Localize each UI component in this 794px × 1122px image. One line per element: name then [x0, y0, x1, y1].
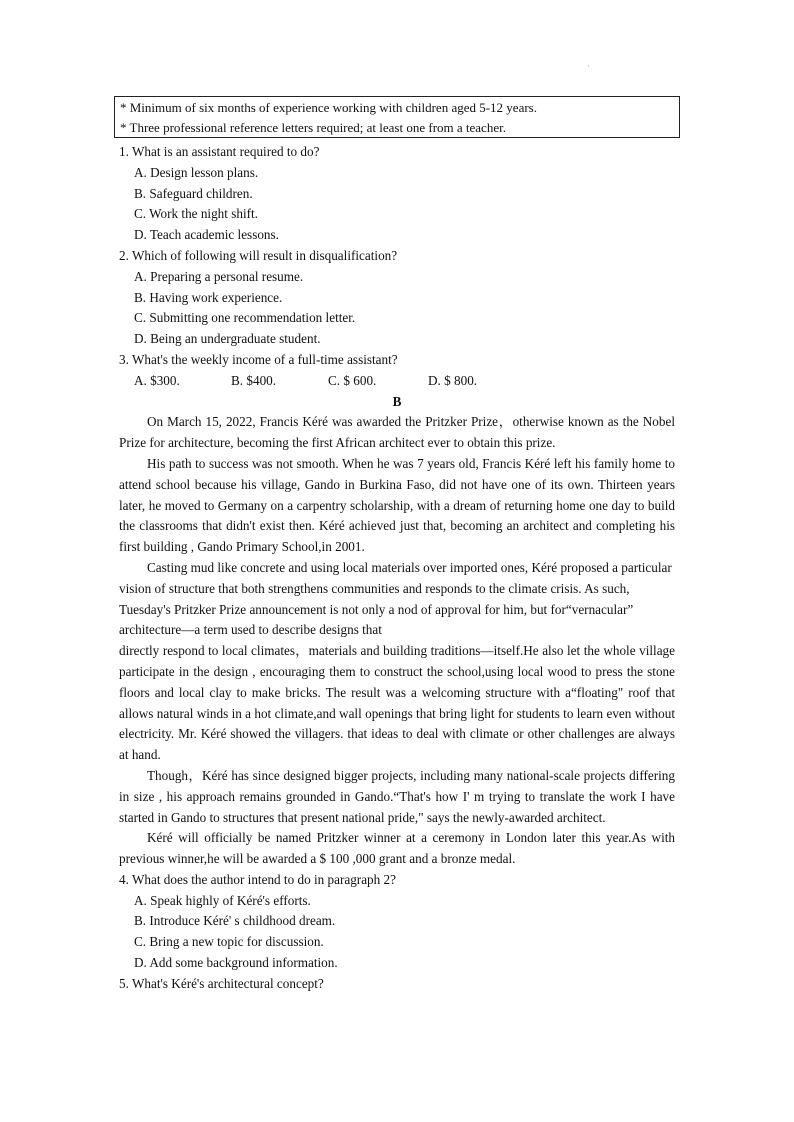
header-mark: · — [587, 62, 590, 71]
paragraph-3a: Casting mud like concrete and using local materials over imported ones, Kéré proposed a particular vision of structure that both strengthens communities and responds to the climate crisis. As such, Tuesday's Pritzker Prize announcement is not only a nod of approval for him, but for“vernacular” architecture—a term used to describe designs that — [119, 559, 672, 638]
option: A. Speak highly of Kéré's efforts. — [134, 892, 311, 908]
option: A. Preparing a personal resume. — [134, 268, 304, 284]
option: D. Add some background information. — [134, 955, 338, 971]
content — [119, 142, 675, 995]
option: B. Introduce Kéré' s childhood dream. — [134, 913, 336, 929]
question-2 — [119, 246, 675, 350]
question-stem: 3. What's the weekly income of a full-time assistant? — [119, 351, 398, 367]
question-5 — [119, 974, 675, 995]
paragraph-3b: directly respond to local climates，materials and building traditions—itself.He also let the whole village participate in the design , encouraging them to construct the school,using local wood to press the stone floors and local clay to make bricks. The result was a welcoming structure with a“floating" roof that allows natural winds in a hot climate,and wall openings that bring light for students to learn even without electricity. Mr. Kéré showed the villagers. that ideas to deal with climate or other challenges are always at hand. — [119, 643, 675, 763]
option: D. Teach academic lessons. — [134, 227, 279, 243]
option: B. Having work experience. — [134, 289, 283, 305]
paragraph-1: On March 15, 2022, Francis Kéré was awarded the Pritzker Prize，otherwise known as the Nobel Prize for architecture, becoming the first African architect ever to obtain this prize. — [119, 414, 675, 451]
option: D. Being an undergraduate student. — [134, 331, 321, 347]
paragraph-5: Kéré will officially be named Pritzker winner at a ceremony in London later this year.As with previous winner,he will be awarded a $ 100 ,000 grant and a bronze medal. — [119, 830, 675, 867]
paragraph-2: His path to success was not smooth. When he was 7 years old, Francis Kéré left his family home to attend school because his village, Gando in Burkina Faso, did not have one of its own. Thirteen years later, he moved to Germany on a carpentry scholarship, with a dream of returning home one day to build the classrooms that didn't exist then. Kéré achieved just that, becoming an architect and completing his first building , Gando Primary School,in 2001. — [119, 455, 675, 555]
option: C. $ 600. — [328, 372, 377, 388]
question-stem: 4. What does the author intend to do in paragraph 2? — [119, 871, 396, 887]
question-1 — [119, 142, 675, 246]
option: D. $ 800. — [428, 372, 478, 388]
paragraph-4: Though，Kéré has since designed bigger projects, including many national-scale projects differing in size , his approach remains grounded in Gando.“That's how I' m trying to translate the work I have started in Gando to structures that present national pride," says the newly-awarded architect. — [119, 767, 675, 825]
question-stem: 5. What's Kéré's architectural concept? — [119, 975, 324, 991]
requirement-item: * Minimum of six months of experience working with children aged 5-12 years. — [120, 100, 537, 115]
requirements-box — [114, 96, 680, 138]
question-stem: 2. Which of following will result in disqualification? — [119, 247, 398, 263]
option: C. Submitting one recommendation letter. — [134, 310, 356, 326]
question-stem: 1. What is an assistant required to do? — [119, 144, 320, 159]
option: C. Bring a new topic for discussion. — [134, 934, 324, 950]
requirement-item: * Three professional reference letters required; at least one from a teacher. — [120, 120, 506, 135]
option: C. Work the night shift. — [134, 206, 258, 222]
section-label: B — [392, 393, 402, 409]
passage — [119, 412, 675, 870]
option: B. $400. — [231, 372, 277, 388]
question-3 — [119, 350, 675, 392]
question-4 — [119, 870, 675, 974]
option: A. $300. — [134, 372, 180, 388]
option: B. Safeguard children. — [134, 185, 253, 201]
options-inline — [119, 371, 675, 392]
option: A. Design lesson plans. — [134, 164, 259, 180]
